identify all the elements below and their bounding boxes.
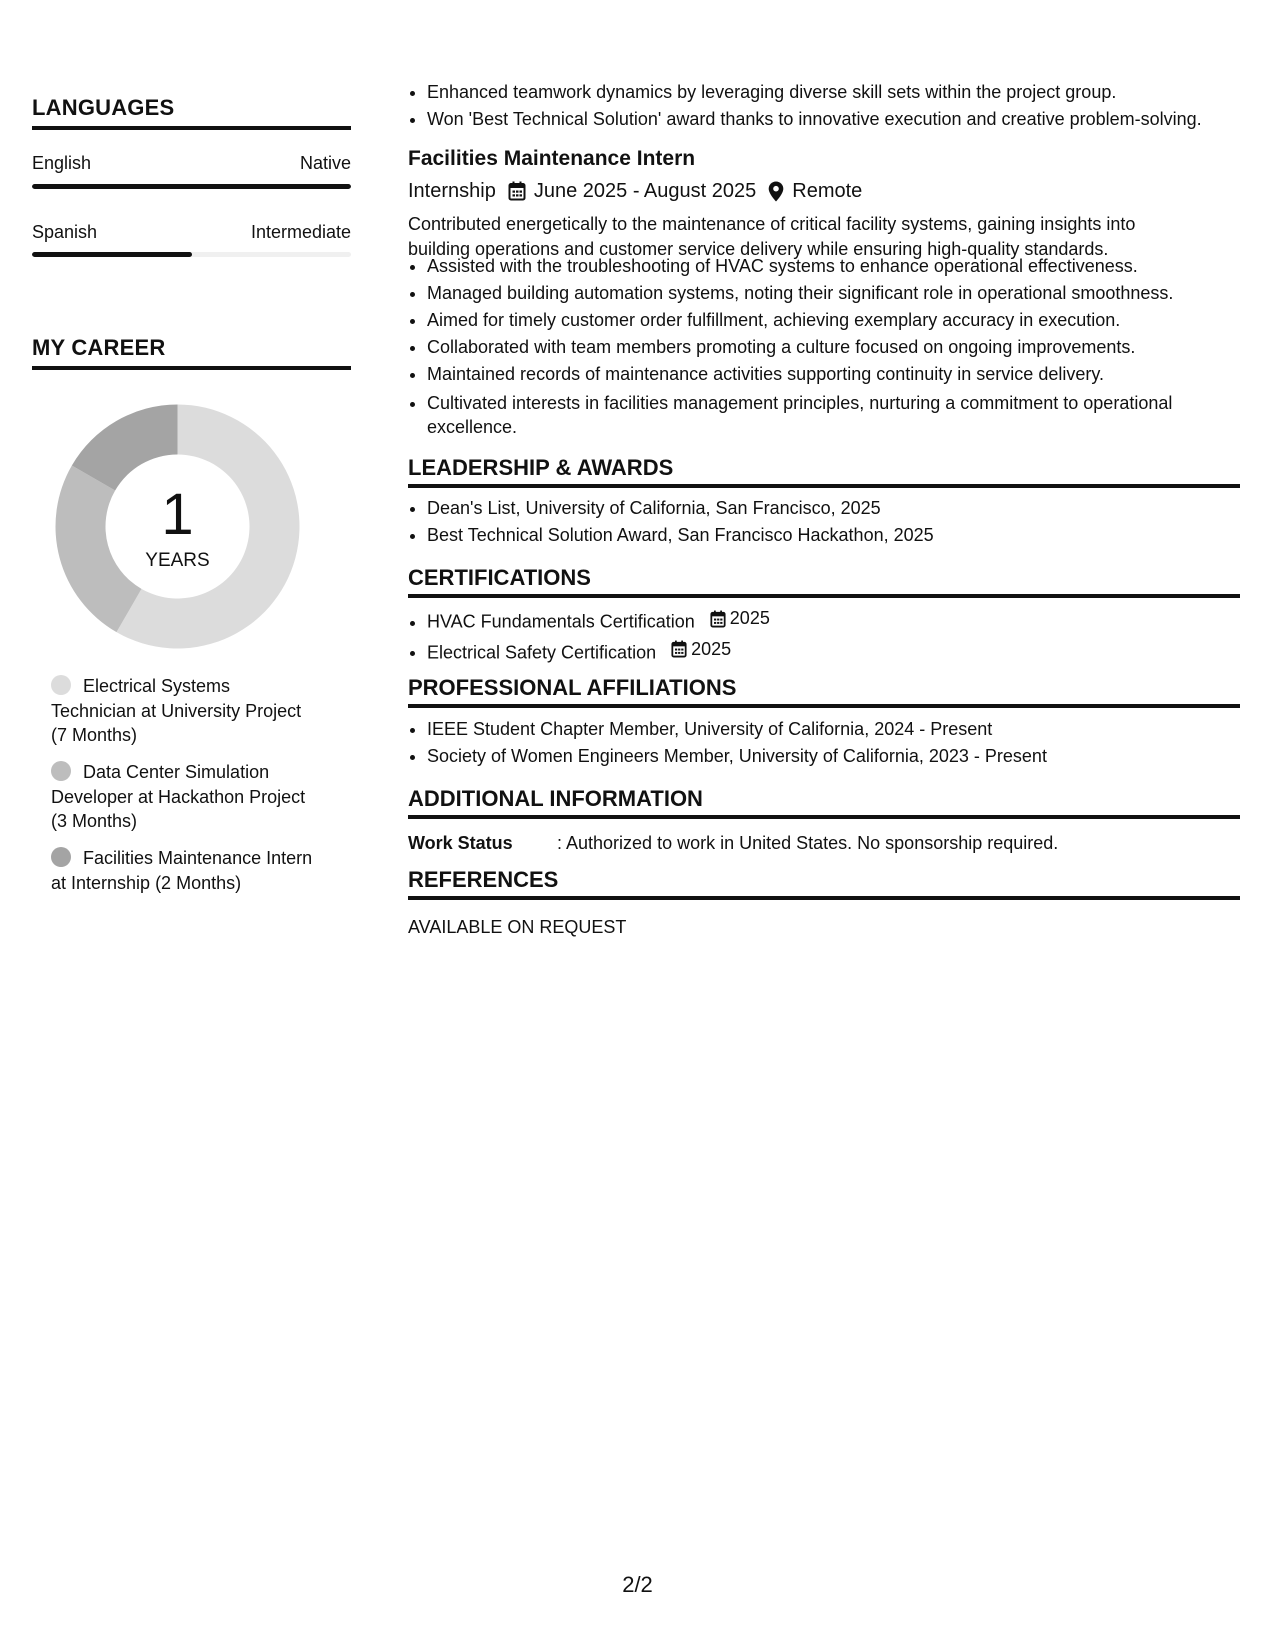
language-row-spanish bbox=[32, 221, 351, 243]
job-bullets bbox=[408, 253, 1257, 439]
list-item: • Managed building automation systems, noting their significant role in operational smoothness. bbox=[427, 280, 1257, 307]
certification-name: HVAC Fundamentals Certification bbox=[427, 611, 695, 632]
page-number: 2/2 bbox=[622, 1572, 653, 1597]
legend-line: Electrical Systems bbox=[83, 676, 231, 696]
career-total-years: 1 bbox=[161, 482, 194, 547]
language-level: Intermediate bbox=[250, 222, 351, 242]
location-pin-icon bbox=[768, 181, 784, 202]
language-row-english bbox=[32, 152, 351, 174]
legend-line: Technician at University Project bbox=[51, 700, 302, 721]
legend-color-dot bbox=[51, 761, 71, 781]
legend-line: Data Center Simulation bbox=[83, 762, 270, 782]
leadership-heading: LEADERSHIP & AWARDS bbox=[408, 456, 1240, 488]
certification-date bbox=[710, 605, 770, 632]
legend-line: (3 Months) bbox=[51, 811, 138, 831]
list-item: • IEEE Student Chapter Member, University of California, 2024 - Present bbox=[427, 716, 1257, 743]
legend-line: Facilities Maintenance Intern bbox=[83, 848, 313, 868]
language-level: Native bbox=[299, 153, 351, 173]
job-description-line: building operations and customer service delivery while ensuring high-quality standards. bbox=[408, 238, 1109, 259]
legend-color-dot bbox=[51, 847, 71, 867]
legend-color-dot bbox=[51, 675, 71, 695]
certification-date bbox=[671, 636, 731, 663]
list-item: • Won 'Best Technical Solution' award thanks to innovative execution and creative problem-solving. bbox=[427, 106, 1257, 133]
job-meta bbox=[408, 179, 862, 203]
experience-continued-bullets bbox=[408, 79, 1257, 133]
work-status-value: : Authorized to work in United States. No sponsorship required. bbox=[557, 833, 1059, 853]
list-item bbox=[427, 388, 1257, 439]
job-description-line: Contributed energetically to the maintenance of critical facility systems, gaining insights into bbox=[408, 214, 1136, 234]
job-title: Facilities Maintenance Intern bbox=[408, 147, 696, 170]
job-company: Internship bbox=[408, 180, 496, 202]
list-item: • Aimed for timely customer order fulfillment, achieving exemplary accuracy in execution. bbox=[427, 307, 1257, 334]
language-name: Spanish bbox=[32, 222, 98, 242]
career-donut-chart bbox=[55, 404, 300, 649]
certifications-heading: CERTIFICATIONS bbox=[408, 566, 1240, 598]
references-text: AVAILABLE ON REQUEST bbox=[408, 917, 627, 937]
language-proficiency-fill bbox=[32, 184, 351, 189]
list-item bbox=[427, 605, 1257, 636]
job-dates: June 2025 - August 2025 bbox=[533, 180, 757, 202]
career-legend-item bbox=[51, 846, 341, 895]
work-status-label: Work Status bbox=[408, 833, 513, 853]
affiliations-heading: PROFESSIONAL AFFILIATIONS bbox=[408, 676, 1240, 708]
legend-line: at Internship (2 Months) bbox=[51, 872, 242, 893]
list-item: • Assisted with the troubleshooting of HVAC systems to enhance operational effectiveness. bbox=[427, 253, 1257, 280]
legend-line: (7 Months) bbox=[51, 725, 138, 745]
references-heading: REFERENCES bbox=[408, 868, 1240, 900]
additional-info-heading: ADDITIONAL INFORMATION bbox=[408, 787, 1240, 819]
certification-year: 2025 bbox=[729, 608, 770, 628]
list-item: • Collaborated with team members promoting a culture focused on ongoing improvements. bbox=[427, 334, 1257, 361]
career-heading: MY CAREER bbox=[32, 336, 351, 370]
job-location: Remote bbox=[792, 180, 863, 202]
language-proficiency-fill bbox=[32, 252, 192, 257]
work-status-row bbox=[408, 831, 1240, 855]
language-name: English bbox=[32, 153, 92, 173]
language-proficiency-bar bbox=[32, 252, 351, 257]
list-item-line: excellence. bbox=[427, 417, 518, 437]
leadership-list bbox=[408, 495, 1257, 549]
career-total-unit: YEARS bbox=[145, 550, 210, 571]
calendar-icon bbox=[508, 181, 526, 201]
legend-line: Developer at Hackathon Project bbox=[51, 786, 306, 807]
list-item-line: Cultivated interests in facilities management principles, nurturing a commitment to operational bbox=[427, 393, 1173, 413]
certification-name: Electrical Safety Certification bbox=[427, 642, 657, 662]
affiliations-list bbox=[408, 716, 1257, 770]
certifications-list bbox=[408, 605, 1257, 666]
career-legend-item bbox=[51, 674, 341, 748]
career-legend-item bbox=[51, 760, 341, 834]
calendar-icon bbox=[710, 610, 726, 628]
list-item: • Society of Women Engineers Member, University of California, 2023 - Present bbox=[427, 743, 1257, 770]
list-item: • Enhanced teamwork dynamics by leveraging diverse skill sets within the project group. bbox=[427, 79, 1257, 106]
certification-year: 2025 bbox=[691, 638, 732, 659]
language-proficiency-bar bbox=[32, 184, 351, 189]
list-item bbox=[427, 636, 1257, 667]
list-item: • Dean's List, University of California, San Francisco, 2025 bbox=[427, 495, 1257, 522]
list-item: • Best Technical Solution Award, San Francisco Hackathon, 2025 bbox=[427, 522, 1257, 549]
languages-heading: LANGUAGES bbox=[32, 96, 351, 130]
calendar-icon bbox=[671, 640, 687, 658]
list-item: • Maintained records of maintenance activities supporting continuity in service delivery. bbox=[427, 361, 1257, 388]
